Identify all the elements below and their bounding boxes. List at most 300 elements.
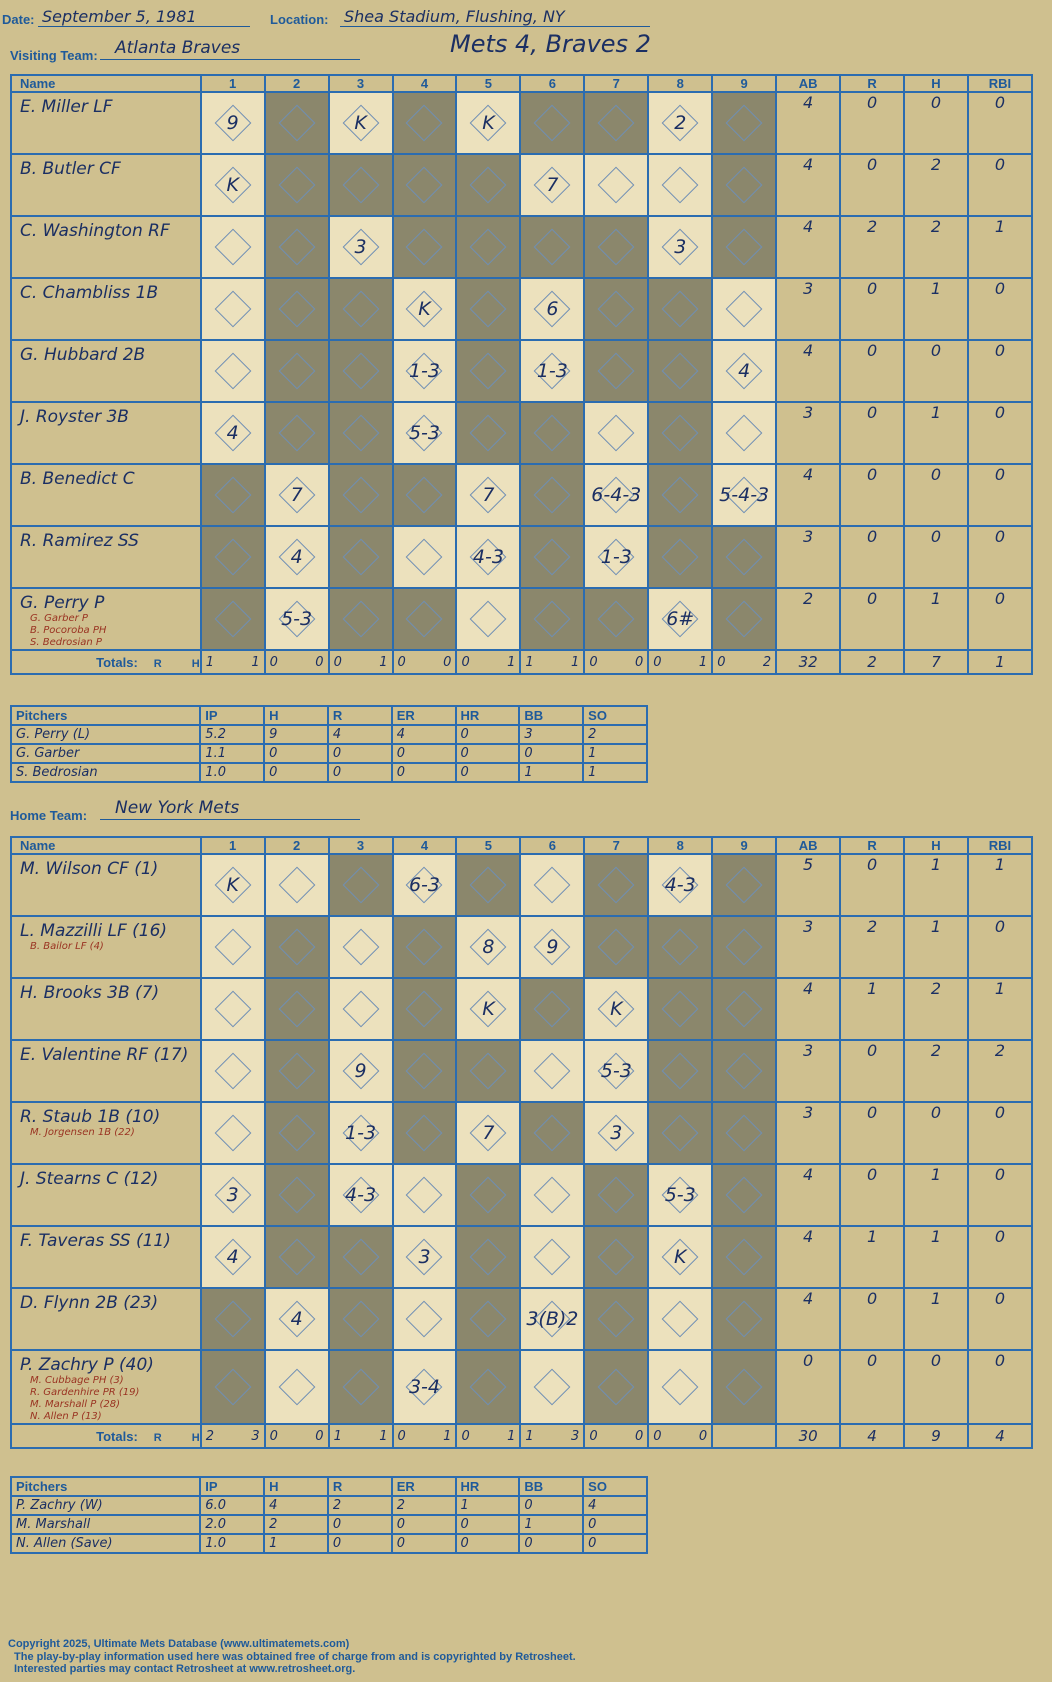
diamond-icon xyxy=(598,867,635,904)
at-bat-cell xyxy=(456,1288,520,1350)
stat-header-r: R xyxy=(840,837,904,854)
batter-row xyxy=(11,1350,1032,1424)
at-bat-cell xyxy=(393,1040,457,1102)
at-bat-cell xyxy=(648,854,712,916)
batter-name: P. Zachry P (40) xyxy=(20,1355,154,1375)
inning-total-cell xyxy=(393,650,457,674)
stat-header-h: H xyxy=(904,837,968,854)
at-bat-cell xyxy=(456,464,520,526)
batter-stat-ab: 3 xyxy=(776,278,840,340)
batter-row xyxy=(11,978,1032,1040)
play-result: 9 xyxy=(546,936,559,958)
play-result: 3(B)2 xyxy=(526,1308,579,1330)
at-bat-cell xyxy=(265,526,329,588)
hits-abbrev: H xyxy=(191,1431,200,1444)
play-result: 5-4-3 xyxy=(719,484,770,506)
inning-header-9: 9 xyxy=(712,837,776,854)
at-bat-cell xyxy=(393,464,457,526)
batter-stat-rbi: 0 xyxy=(968,464,1032,526)
at-bat-cell xyxy=(712,1102,776,1164)
inning-hits: 1 xyxy=(507,654,516,670)
inning-runs: 0 xyxy=(269,1428,278,1444)
at-bat-cell xyxy=(393,1350,457,1424)
substitute-name: B. Pocoroba PH xyxy=(30,625,107,636)
batter-stat-r: 0 xyxy=(840,1288,904,1350)
pitcher-stat: 9 xyxy=(264,725,328,744)
batter-name: G. Perry P xyxy=(20,593,105,613)
diamond-icon xyxy=(598,1177,635,1214)
at-bat-cell xyxy=(520,916,584,978)
totals-rh-legend xyxy=(154,1432,200,1444)
batter-stat-rbi: 0 xyxy=(968,154,1032,216)
at-bat-cell xyxy=(712,92,776,154)
visiting-underline xyxy=(100,59,360,60)
footer-contact: Interested parties may contact Retrosheet at www.retrosheet.org. xyxy=(14,1663,356,1675)
at-bat-cell xyxy=(584,278,648,340)
at-bat-cell xyxy=(456,978,520,1040)
diamond-icon xyxy=(406,991,443,1028)
at-bat-cell xyxy=(201,1102,265,1164)
play-result: 5-3 xyxy=(408,422,440,444)
at-bat-cell xyxy=(393,154,457,216)
play-result: K xyxy=(226,174,239,196)
at-bat-cell xyxy=(648,588,712,650)
diamond-icon xyxy=(406,105,443,142)
inning-runs: 1 xyxy=(205,654,214,670)
pitcher-stat: 0 xyxy=(456,725,520,744)
at-bat-cell xyxy=(584,154,648,216)
diamond-icon xyxy=(662,353,699,390)
at-bat-cell xyxy=(584,1040,648,1102)
diamond-icon xyxy=(662,929,699,966)
at-bat-cell xyxy=(393,1164,457,1226)
batter-stat-r: 0 xyxy=(840,1350,904,1424)
footer-copyright: Copyright 2025, Ultimate Mets Database (www.ultimatemets.com) xyxy=(8,1638,350,1650)
diamond-icon xyxy=(406,1053,443,1090)
at-bat-cell xyxy=(648,464,712,526)
play-result: 3 xyxy=(418,1246,431,1268)
batter-row xyxy=(11,1288,1032,1350)
at-bat-cell xyxy=(648,402,712,464)
at-bat-cell xyxy=(329,1040,393,1102)
at-bat-cell xyxy=(648,340,712,402)
inning-total-cell xyxy=(329,1424,393,1448)
inning-hits: 0 xyxy=(315,1428,324,1444)
inning-header-1: 1 xyxy=(201,837,265,854)
pitcher-stat: 0 xyxy=(456,1515,520,1534)
inning-total-cell xyxy=(648,1424,712,1448)
diamond-icon xyxy=(470,1239,507,1276)
at-bat-cell xyxy=(584,854,648,916)
diamond-icon xyxy=(278,353,315,390)
diamond-icon xyxy=(534,1053,571,1090)
batter-row xyxy=(11,216,1032,278)
at-bat-cell xyxy=(712,464,776,526)
pitcher-stat: 6.0 xyxy=(200,1496,264,1515)
pitcher-stat: 5.2 xyxy=(200,725,264,744)
diamond-icon xyxy=(726,539,763,576)
diamond-icon xyxy=(726,167,763,204)
play-result: 3 xyxy=(674,236,687,258)
at-bat-cell xyxy=(265,854,329,916)
at-bat-cell xyxy=(456,1350,520,1424)
diamond-icon xyxy=(534,1115,571,1152)
pitcher-stat: 0 xyxy=(583,1515,647,1534)
inning-hits: 1 xyxy=(698,654,708,670)
pitching-header-hr: HR xyxy=(456,706,520,725)
inning-runs: 2 xyxy=(205,1428,214,1444)
batter-stat-h: 2 xyxy=(904,154,968,216)
play-result: 3-4 xyxy=(408,1376,440,1398)
substitute-name: S. Bedrosian P xyxy=(30,637,102,648)
batter-stat-h: 1 xyxy=(904,854,968,916)
at-bat-cell xyxy=(520,92,584,154)
visiting-team-label: Visiting Team: xyxy=(10,48,98,63)
at-bat-cell xyxy=(201,526,265,588)
inning-runs: 1 xyxy=(525,1428,534,1444)
batter-row xyxy=(11,278,1032,340)
visiting-team-name: Atlanta Braves xyxy=(115,38,241,58)
stat-header-rbi: RBI xyxy=(968,75,1032,92)
batter-stat-rbi: 1 xyxy=(968,854,1032,916)
at-bat-cell xyxy=(265,154,329,216)
diamond-icon xyxy=(534,415,571,452)
diamond-icon xyxy=(278,1239,315,1276)
inning-total-cell xyxy=(265,1424,329,1448)
pitcher-stat: 0 xyxy=(456,1534,520,1553)
at-bat-cell xyxy=(648,92,712,154)
diamond-icon xyxy=(470,167,507,204)
batter-stat-r: 0 xyxy=(840,854,904,916)
pitcher-name: P. Zachry (W) xyxy=(11,1496,200,1515)
at-bat-cell xyxy=(265,1040,329,1102)
pitcher-stat: 1.0 xyxy=(200,1534,264,1553)
pitching-header-bb: BB xyxy=(519,1477,583,1496)
play-result: 6-4-3 xyxy=(591,484,642,506)
diamond-icon xyxy=(534,1369,571,1406)
diamond-icon xyxy=(214,601,251,638)
batter-name: D. Flynn 2B (23) xyxy=(20,1293,159,1313)
diamond-icon xyxy=(342,353,379,390)
batter-stat-ab: 3 xyxy=(776,526,840,588)
at-bat-cell xyxy=(712,154,776,216)
diamond-icon xyxy=(278,167,315,204)
team-total-rbi: 4 xyxy=(968,1424,1032,1448)
batter-stat-rbi: 0 xyxy=(968,526,1032,588)
play-result: 7 xyxy=(482,1122,495,1144)
batter-name: L. Mazzilli LF (16) xyxy=(20,921,168,941)
at-bat-cell xyxy=(393,854,457,916)
scorecard-header-row xyxy=(11,75,1032,92)
diamond-icon xyxy=(214,991,251,1028)
at-bat-cell xyxy=(712,340,776,402)
pitching-header-so: SO xyxy=(583,706,647,725)
batter-row xyxy=(11,588,1032,650)
inning-hits: 2 xyxy=(762,654,772,670)
pitcher-stat: 1 xyxy=(264,1534,328,1553)
inning-header-2: 2 xyxy=(265,837,329,854)
play-result: 7 xyxy=(290,484,303,506)
diamond-icon xyxy=(534,229,571,266)
diamond-icon xyxy=(406,601,443,638)
diamond-icon xyxy=(726,1053,763,1090)
at-bat-cell xyxy=(584,916,648,978)
batter-stat-ab: 3 xyxy=(776,1102,840,1164)
at-bat-cell xyxy=(520,1040,584,1102)
stat-header-h: H xyxy=(904,75,968,92)
at-bat-cell xyxy=(712,1164,776,1226)
play-result: K xyxy=(418,298,431,320)
at-bat-cell xyxy=(584,1350,648,1424)
batter-name-cell xyxy=(11,92,201,154)
at-bat-cell xyxy=(201,916,265,978)
batter-row xyxy=(11,92,1032,154)
batter-stat-h: 1 xyxy=(904,278,968,340)
diamond-icon xyxy=(598,353,635,390)
inning-header-6: 6 xyxy=(520,837,584,854)
stat-header-ab: AB xyxy=(776,837,840,854)
diamond-icon xyxy=(470,1369,507,1406)
at-bat-cell xyxy=(265,402,329,464)
at-bat-cell xyxy=(584,588,648,650)
at-bat-cell xyxy=(520,526,584,588)
batter-row xyxy=(11,526,1032,588)
at-bat-cell xyxy=(456,588,520,650)
pitcher-name: N. Allen (Save) xyxy=(11,1534,200,1553)
at-bat-cell xyxy=(393,216,457,278)
inning-runs: 0 xyxy=(589,1428,598,1444)
diamond-icon xyxy=(726,1115,763,1152)
home-team-label: Home Team: xyxy=(10,808,88,823)
pitcher-stat: 1.0 xyxy=(200,763,264,782)
diamond-icon xyxy=(278,1115,315,1152)
diamond-icon xyxy=(598,1369,635,1406)
at-bat-cell xyxy=(584,1102,648,1164)
location-underline xyxy=(340,26,650,27)
at-bat-cell xyxy=(201,1288,265,1350)
diamond-icon xyxy=(726,991,763,1028)
diamond-icon xyxy=(470,229,507,266)
at-bat-cell xyxy=(393,526,457,588)
visitors-pitching-table xyxy=(10,705,648,783)
at-bat-cell xyxy=(520,1102,584,1164)
pitching-header-ip: IP xyxy=(200,1477,264,1496)
at-bat-cell xyxy=(584,1164,648,1226)
batter-stat-r: 0 xyxy=(840,1040,904,1102)
batter-row xyxy=(11,464,1032,526)
diamond-icon xyxy=(534,539,571,576)
batter-stat-r: 2 xyxy=(840,916,904,978)
diamond-icon xyxy=(278,867,315,904)
inning-hits: 1 xyxy=(507,1428,516,1444)
team-total-r: 4 xyxy=(840,1424,904,1448)
batter-stat-rbi: 0 xyxy=(968,1164,1032,1226)
at-bat-cell xyxy=(712,1040,776,1102)
totals-label: Totals: xyxy=(96,1428,138,1444)
play-result: K xyxy=(482,998,495,1020)
pitcher-row xyxy=(11,763,647,782)
at-bat-cell xyxy=(584,1226,648,1288)
at-bat-cell xyxy=(520,1226,584,1288)
at-bat-cell xyxy=(456,1102,520,1164)
inning-hits: 3 xyxy=(571,1428,580,1444)
name-column-header: Name xyxy=(11,837,201,854)
runs-abbrev: R xyxy=(153,1431,162,1444)
play-result: 5-3 xyxy=(664,1184,696,1206)
diamond-icon xyxy=(726,1301,763,1338)
diamond-icon xyxy=(662,1053,699,1090)
at-bat-cell xyxy=(201,278,265,340)
diamond-icon xyxy=(470,867,507,904)
diamond-icon xyxy=(214,477,251,514)
inning-header-7: 7 xyxy=(584,75,648,92)
batter-stat-ab: 3 xyxy=(776,916,840,978)
batter-stat-h: 1 xyxy=(904,1164,968,1226)
inning-runs: 1 xyxy=(333,1428,342,1444)
at-bat-cell xyxy=(393,916,457,978)
batter-name-cell xyxy=(11,916,201,978)
pitcher-stat: 0 xyxy=(392,1534,456,1553)
inning-runs: 0 xyxy=(653,654,662,670)
at-bat-cell xyxy=(456,278,520,340)
batter-name: M. Wilson CF (1) xyxy=(20,859,159,879)
pitcher-stat: 2 xyxy=(328,1496,392,1515)
at-bat-cell xyxy=(584,526,648,588)
batter-name: C. Chambliss 1B xyxy=(20,283,159,303)
batter-name: R. Ramirez SS xyxy=(20,531,139,551)
diamond-icon xyxy=(662,539,699,576)
batter-stat-ab: 4 xyxy=(776,92,840,154)
diamond-icon xyxy=(662,415,699,452)
pitching-header-er: ER xyxy=(392,706,456,725)
batter-stat-r: 0 xyxy=(840,154,904,216)
at-bat-cell xyxy=(201,340,265,402)
diamond-icon xyxy=(534,1239,571,1276)
pitcher-stat: 0 xyxy=(519,1534,583,1553)
inning-hits: 0 xyxy=(634,1428,644,1444)
inning-runs: 0 xyxy=(397,654,406,670)
at-bat-cell xyxy=(456,154,520,216)
batter-name: R. Staub 1B (10) xyxy=(20,1107,161,1127)
at-bat-cell xyxy=(520,1164,584,1226)
batter-name: J. Stearns C (12) xyxy=(20,1169,159,1189)
at-bat-cell xyxy=(329,916,393,978)
at-bat-cell xyxy=(520,464,584,526)
batter-stat-r: 0 xyxy=(840,464,904,526)
play-result: 4 xyxy=(226,1246,239,1268)
at-bat-cell xyxy=(648,1288,712,1350)
play-result: 3 xyxy=(354,236,367,258)
diamond-icon xyxy=(214,353,251,390)
at-bat-cell xyxy=(201,588,265,650)
batter-name: B. Benedict C xyxy=(20,469,135,489)
batter-name-cell xyxy=(11,978,201,1040)
at-bat-cell xyxy=(329,340,393,402)
play-result: K xyxy=(354,112,367,134)
at-bat-cell xyxy=(456,1040,520,1102)
batter-stat-rbi: 0 xyxy=(968,916,1032,978)
totals-label-cell xyxy=(11,1424,201,1448)
inning-total-cell xyxy=(648,650,712,674)
batter-stat-r: 0 xyxy=(840,340,904,402)
pitcher-stat: 4 xyxy=(392,725,456,744)
batter-stat-ab: 4 xyxy=(776,216,840,278)
play-result: 6-3 xyxy=(408,874,440,896)
at-bat-cell xyxy=(456,854,520,916)
diamond-icon xyxy=(598,229,635,266)
batter-name: G. Hubbard 2B xyxy=(20,345,146,365)
batter-name-cell xyxy=(11,1102,201,1164)
at-bat-cell xyxy=(712,1288,776,1350)
at-bat-cell xyxy=(648,1040,712,1102)
batter-stat-rbi: 0 xyxy=(968,1102,1032,1164)
diamond-icon xyxy=(726,415,763,452)
at-bat-cell xyxy=(648,154,712,216)
diamond-icon xyxy=(534,867,571,904)
play-result: 4-3 xyxy=(345,1184,377,1206)
at-bat-cell xyxy=(520,216,584,278)
at-bat-cell xyxy=(265,978,329,1040)
inning-hits: 0 xyxy=(634,654,644,670)
at-bat-cell xyxy=(456,402,520,464)
pitcher-stat: 0 xyxy=(392,763,456,782)
at-bat-cell xyxy=(329,1226,393,1288)
diamond-icon xyxy=(598,1239,635,1276)
inning-total-cell xyxy=(393,1424,457,1448)
diamond-icon xyxy=(342,867,379,904)
diamond-icon xyxy=(214,1053,251,1090)
batter-name-cell xyxy=(11,340,201,402)
batter-stat-r: 0 xyxy=(840,402,904,464)
at-bat-cell xyxy=(712,854,776,916)
batter-name-cell xyxy=(11,216,201,278)
at-bat-cell xyxy=(584,92,648,154)
pitching-header-er: ER xyxy=(392,1477,456,1496)
batter-stat-r: 0 xyxy=(840,1164,904,1226)
batter-stat-rbi: 0 xyxy=(968,340,1032,402)
play-result: 3 xyxy=(610,1122,623,1144)
substitute-name: M. Marshall P (28) xyxy=(30,1399,120,1410)
batter-stat-ab: 3 xyxy=(776,1040,840,1102)
batter-name-cell xyxy=(11,526,201,588)
at-bat-cell xyxy=(201,402,265,464)
pitcher-name: G. Perry (L) xyxy=(11,725,200,744)
inning-runs: 0 xyxy=(269,654,278,670)
batter-stat-rbi: 0 xyxy=(968,1226,1032,1288)
substitute-name: N. Allen P (13) xyxy=(30,1411,102,1422)
team-total-ab: 30 xyxy=(776,1424,840,1448)
pitcher-stat: 1 xyxy=(583,763,647,782)
batter-stat-rbi: 0 xyxy=(968,588,1032,650)
team-total-ab: 32 xyxy=(776,650,840,674)
batter-stat-r: 0 xyxy=(840,92,904,154)
inning-runs: 0 xyxy=(653,1428,662,1444)
at-bat-cell xyxy=(329,216,393,278)
pitcher-name: M. Marshall xyxy=(11,1515,200,1534)
batter-name-cell xyxy=(11,154,201,216)
at-bat-cell xyxy=(329,526,393,588)
at-bat-cell xyxy=(393,92,457,154)
batter-name-cell xyxy=(11,464,201,526)
batter-stat-h: 2 xyxy=(904,978,968,1040)
diamond-icon xyxy=(214,1369,251,1406)
at-bat-cell xyxy=(265,340,329,402)
at-bat-cell xyxy=(648,1226,712,1288)
pitcher-stat: 0 xyxy=(456,763,520,782)
inning-runs: 1 xyxy=(525,654,534,670)
at-bat-cell xyxy=(201,1226,265,1288)
inning-total-cell xyxy=(712,650,776,674)
